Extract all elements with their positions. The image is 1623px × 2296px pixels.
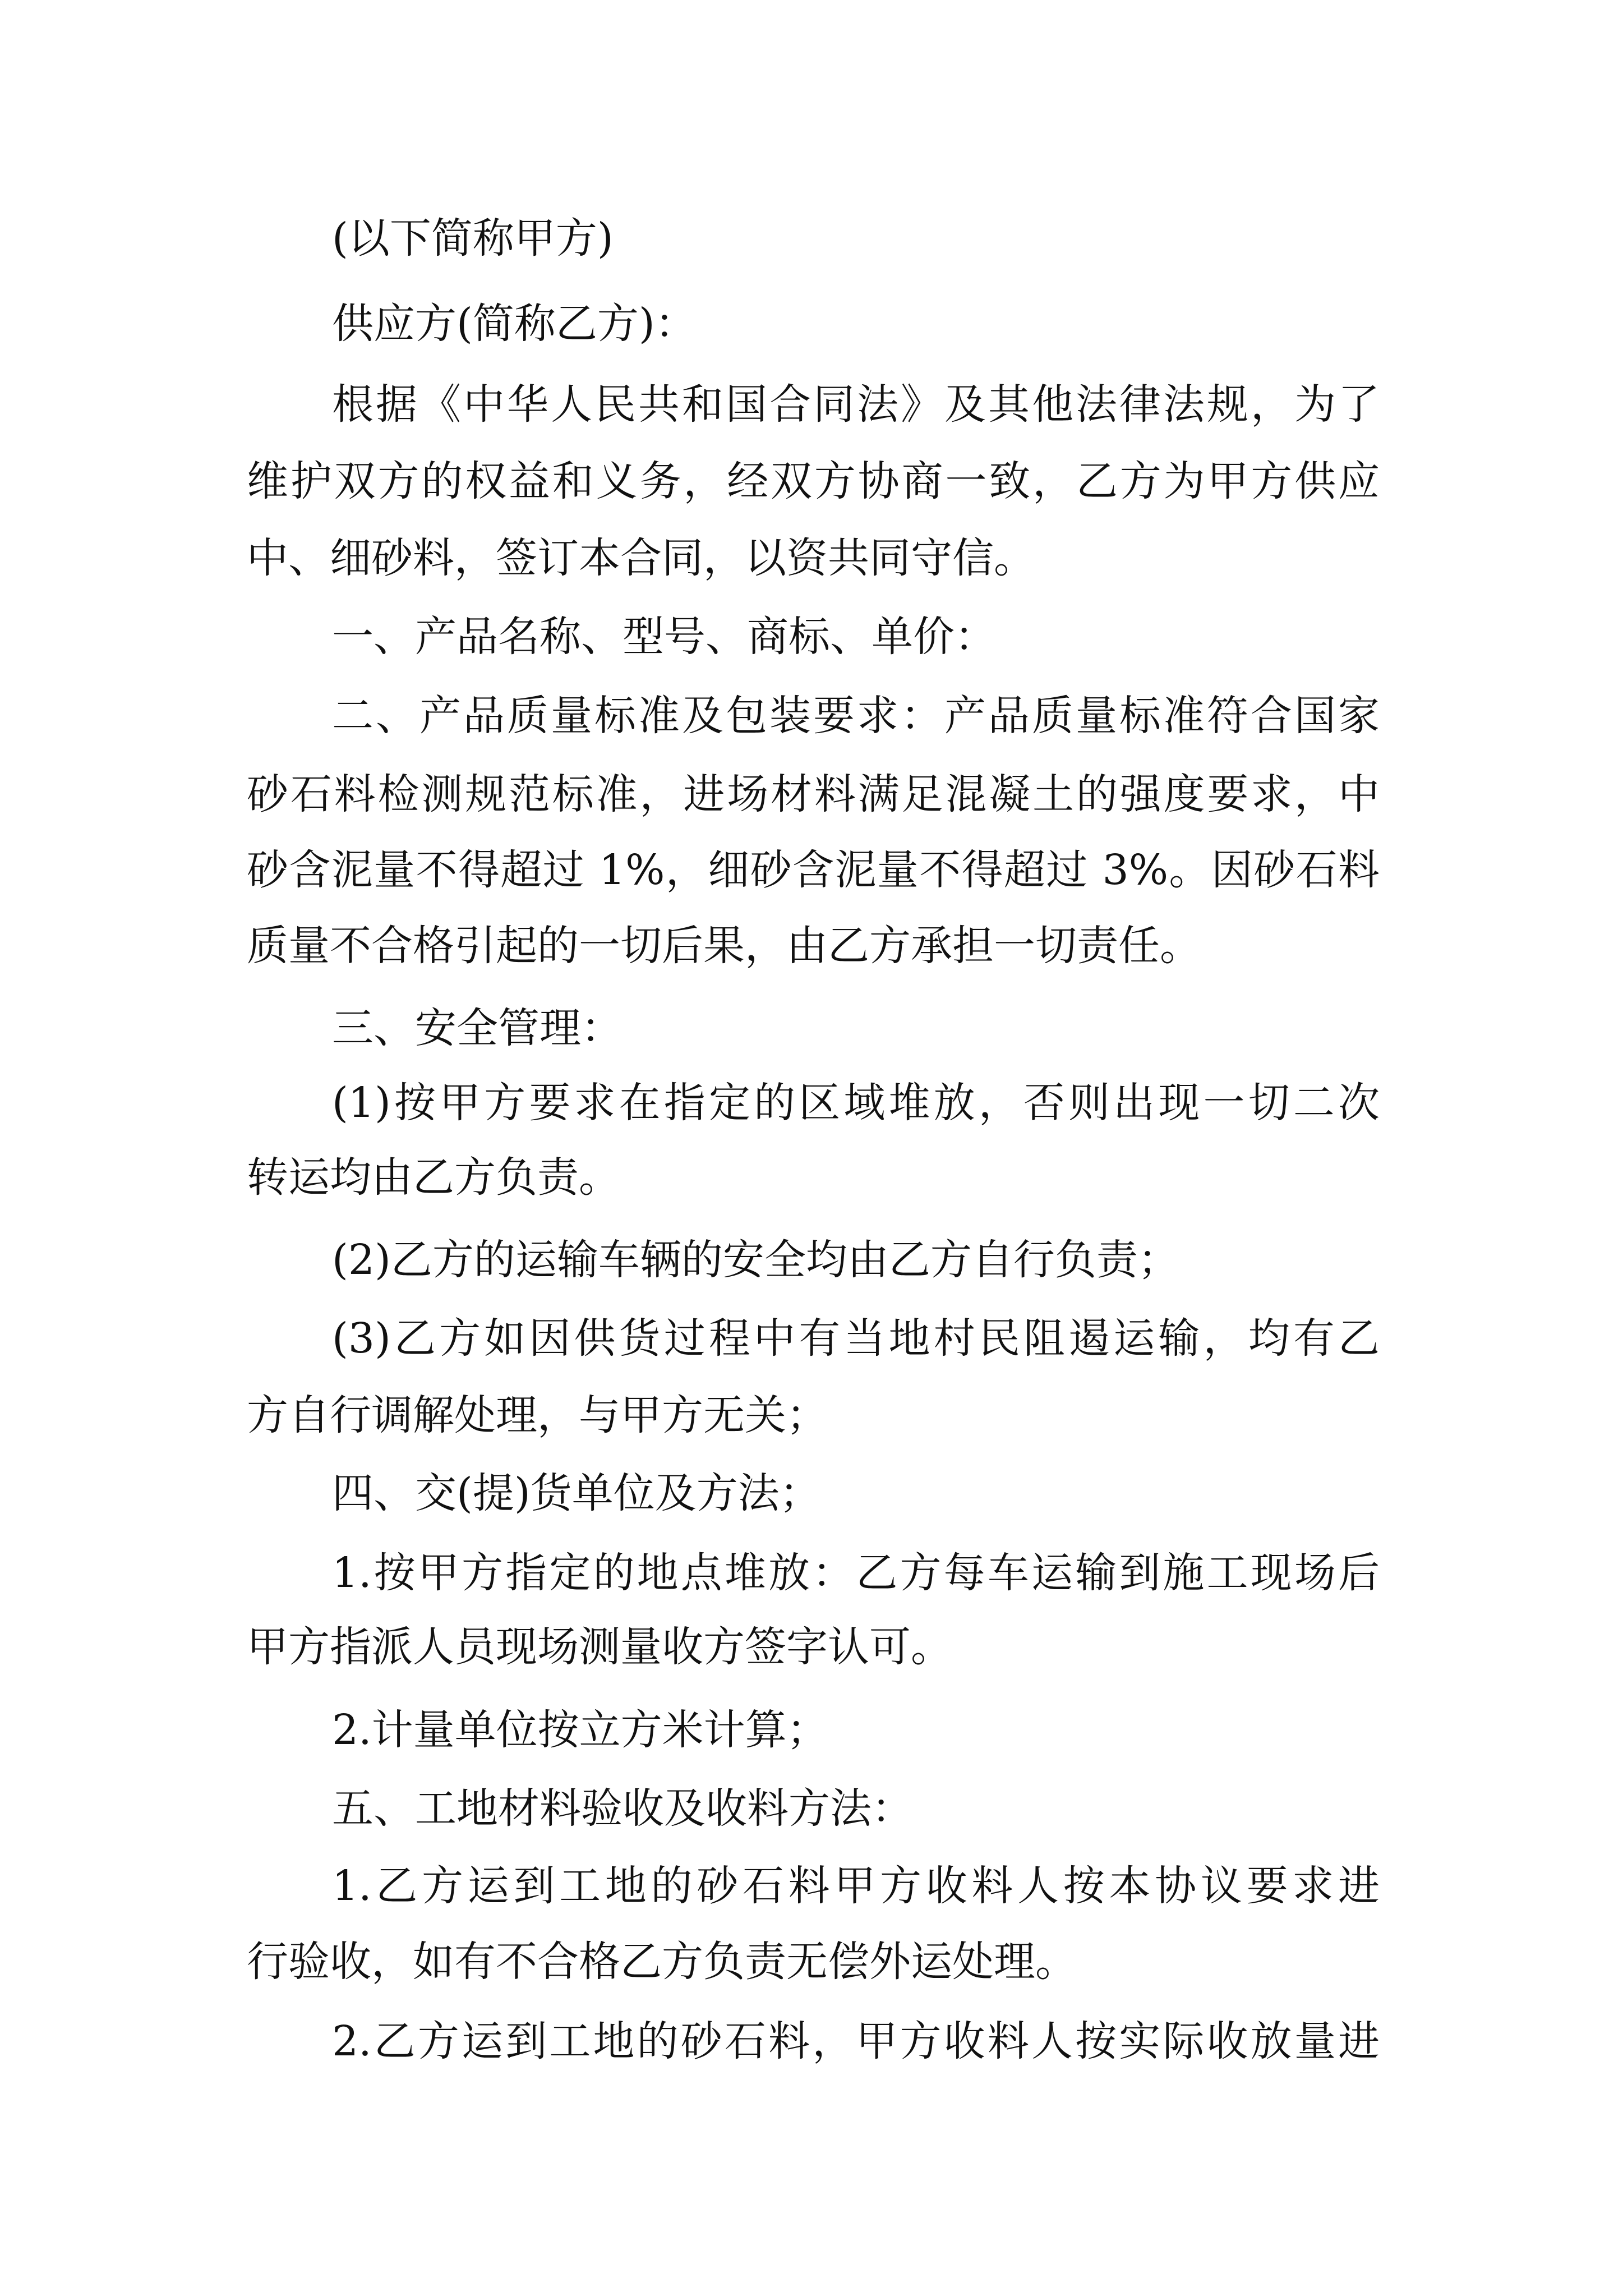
paragraph-line: 四、交(提)货单位及方法； xyxy=(332,1469,821,1517)
paragraph-line: 1.按甲方指定的地点堆放：乙方每车运输到施工现场后 xyxy=(332,1549,1380,1597)
paragraph-line: 中、细砂料，签订本合同，以资共同守信。 xyxy=(247,534,1035,582)
paragraph-line: 一、产品名称、型号、商标、单价： xyxy=(332,613,996,661)
paragraph-line: 行验收，如有不合格乙方负责无偿外运处理。 xyxy=(247,1938,1077,1986)
paragraph-line: 供应方(简称乙方)： xyxy=(332,300,697,348)
paragraph-line: 砂石料检测规范标准，进场材料满足混凝土的强度要求，中 xyxy=(247,770,1380,818)
paragraph-line: 1.乙方运到工地的砂石料甲方收料人按本协议要求进 xyxy=(332,1862,1380,1910)
paragraph-line: 维护双方的权益和义务，经双方协商一致，乙方为甲方供应 xyxy=(247,457,1380,505)
paragraph-line: 五、工地材料验收及收料方法： xyxy=(332,1784,913,1833)
paragraph-line: 2.乙方运到工地的砂石料，甲方收料人按实际收放量进 xyxy=(332,2017,1380,2065)
paragraph-line: (以下简称甲方) xyxy=(332,214,614,263)
paragraph-line: 砂含泥量不得超过 1%，细砂含泥量不得超过 3%。因砂石料 xyxy=(247,846,1380,894)
paragraph-line: 三、安全管理： xyxy=(332,1004,623,1052)
paragraph-line: (2)乙方的运输车辆的安全均由乙方自行负责； xyxy=(332,1236,1179,1284)
paragraph-line: 质量不合格引起的一切后果，由乙方承担一切责任。 xyxy=(247,922,1201,970)
paragraph-line: 甲方指派人员现场测量收方签字认可。 xyxy=(247,1623,952,1671)
paragraph-line: 转运均由乙方负责。 xyxy=(247,1153,620,1202)
paragraph-line: 根据《中华人民共和国合同法》及其他法律法规，为了 xyxy=(332,380,1380,429)
paragraph-line: (3)乙方如因供货过程中有当地村民阻遏运输，均有乙 xyxy=(332,1314,1380,1363)
paragraph-line: (1)按甲方要求在指定的区域堆放，否则出现一切二次 xyxy=(332,1079,1380,1127)
paragraph-line: 2.计量单位按立方米计算； xyxy=(332,1706,828,1754)
paragraph-line: 二、产品质量标准及包装要求：产品质量标准符合国家 xyxy=(332,692,1380,740)
paragraph-line: 方自行调解处理，与甲方无关； xyxy=(247,1391,828,1439)
